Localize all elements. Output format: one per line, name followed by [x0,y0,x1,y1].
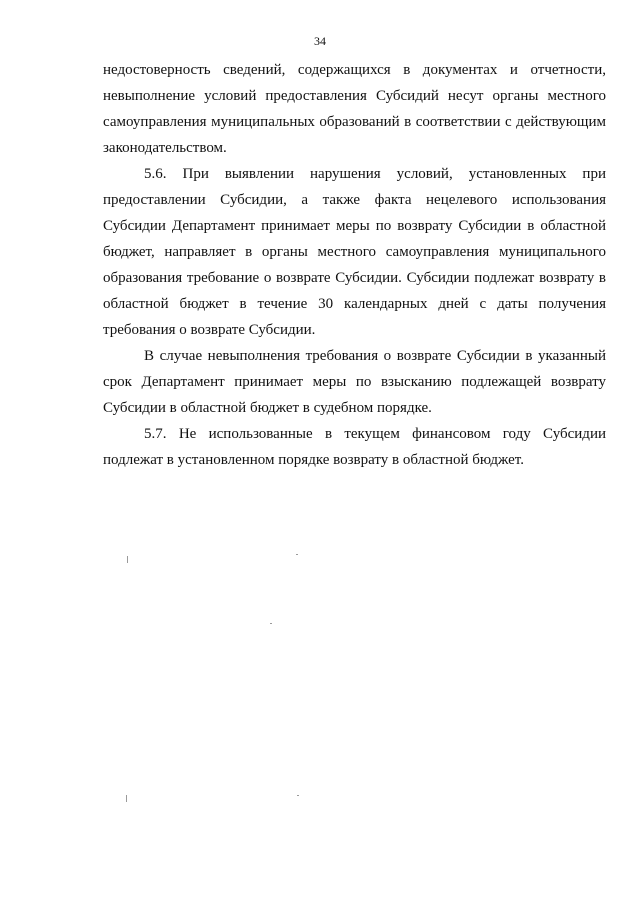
paragraph-liability: недостоверность сведений, содержащихся в документах и отчетности, невыполнение условий предоставления Субсидий несут органы местного самоуправления муниципальных образований в соответствии с действующим законодательством. [103,62,606,156]
document-body [103,57,606,473]
scan-speck [297,795,299,796]
scan-speck [296,554,298,555]
page-number: 34 [314,34,326,48]
scan-speck [270,623,272,624]
paragraph-5-7: 5.7. Не использованные в текущем финансовом году Субсидии подлежат в установленном порядке возврату в областной бюджет. [103,426,606,468]
scan-speck [127,556,128,563]
paragraph-non-fulfillment: В случае невыполнения требования о возврате Субсидии в указанный срок Департамент принимает меры по взысканию подлежащей возврату Субсидии в областной бюджет в судебном порядке. [103,348,606,416]
scan-speck [126,795,127,802]
paragraph-5-6: 5.6. При выявлении нарушения условий, установленных при предоставлении Субсидии, а также факта нецелевого использования Субсидии Департамент принимает меры по возврату Субсидии в областной бюджет, направляет в органы местного самоуправления муниципального образования требование о возврате Субсидии. Субсидии подлежат возврату в областной бюджет в течение 30 календарных дней с даты получения требования о возврате Субсидии. [103,166,606,338]
